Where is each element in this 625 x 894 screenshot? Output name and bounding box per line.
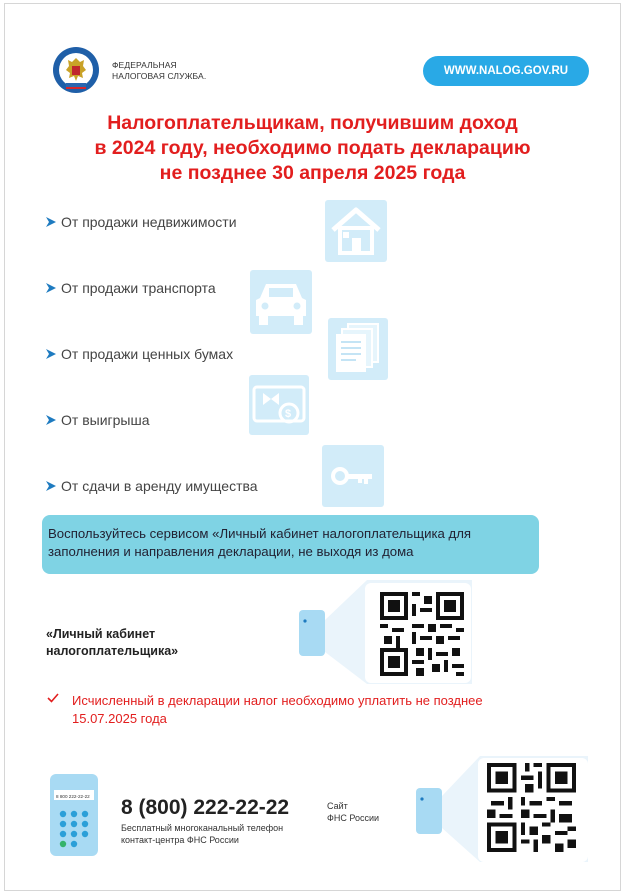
chevron-right-icon [45, 282, 57, 294]
gift-card-icon [249, 375, 309, 435]
hotline-description-line2: контакт-центра ФНС России [121, 835, 239, 845]
cabinet-label-line1: «Личный кабинет [46, 627, 156, 641]
service-info-line2: заполнения и направления декларации, не выходя из дома [48, 544, 414, 559]
title-line1: Налогоплательщикам, получившим доход [107, 112, 518, 134]
org-name-line2: НАЛОГОВАЯ СЛУЖБА. [112, 71, 207, 81]
site-link-button[interactable]: WWW.NALOG.GOV.RU [423, 56, 589, 86]
phone-icon [299, 610, 325, 656]
chevron-right-icon [45, 414, 57, 426]
income-item-label: От продажи недвижимости [61, 214, 237, 230]
hotline-description [121, 822, 283, 846]
income-item-label: От продажи транспорта [61, 280, 216, 296]
income-item [45, 346, 233, 362]
phone-screen-text: 8 800 222-22-22 [56, 794, 90, 799]
phone-keypad-icon [50, 774, 98, 856]
chevron-right-icon [45, 216, 57, 228]
service-info-box [42, 515, 539, 574]
documents-icon [328, 318, 388, 380]
svg-text:$: $ [285, 408, 292, 420]
income-item-label: От выигрыша [61, 412, 150, 428]
title-line3: не позднее 30 апреля 2025 года [159, 162, 466, 184]
deadline-note-line2: 15.07.2025 года [72, 711, 167, 726]
hotline-description-line1: Бесплатный многоканальный телефон [121, 823, 284, 833]
income-item-label: От сдачи в аренду имущества [61, 478, 258, 494]
fns-emblem-icon [52, 46, 100, 94]
income-item [45, 478, 258, 494]
cabinet-qr-code[interactable] [380, 592, 464, 676]
hotline-number[interactable]: 8 (800) 222-22-22 [121, 796, 290, 819]
cabinet-label-line2: налогоплательщика» [46, 644, 179, 658]
cabinet-label [46, 626, 178, 660]
income-item [45, 214, 237, 230]
site-label-line1: Сайт [327, 801, 348, 811]
chevron-right-icon [45, 348, 57, 360]
car-icon [250, 270, 312, 334]
page-title [20, 111, 605, 186]
income-item [45, 280, 216, 296]
service-info-line1: Воспользуйтесь сервисом «Личный кабинет налогоплательщика для [48, 526, 472, 541]
deadline-note-line1: Исчисленный в декларации налог необходимо уплатить не позднее [72, 693, 483, 708]
income-item [45, 412, 149, 428]
title-line2: в 2024 году, необходимо подать декларацию [94, 137, 531, 159]
site-label-line2: ФНС России [327, 813, 380, 823]
house-icon [325, 200, 387, 262]
site-label [327, 800, 379, 824]
org-name-line1: ФЕДЕРАЛЬНАЯ [112, 60, 177, 70]
key-icon [322, 445, 384, 507]
chevron-right-icon [45, 480, 57, 492]
income-item-label: От продажи ценных бумах [61, 346, 234, 362]
org-name [112, 60, 206, 82]
check-icon [47, 692, 59, 704]
site-qr-code[interactable] [487, 763, 576, 852]
